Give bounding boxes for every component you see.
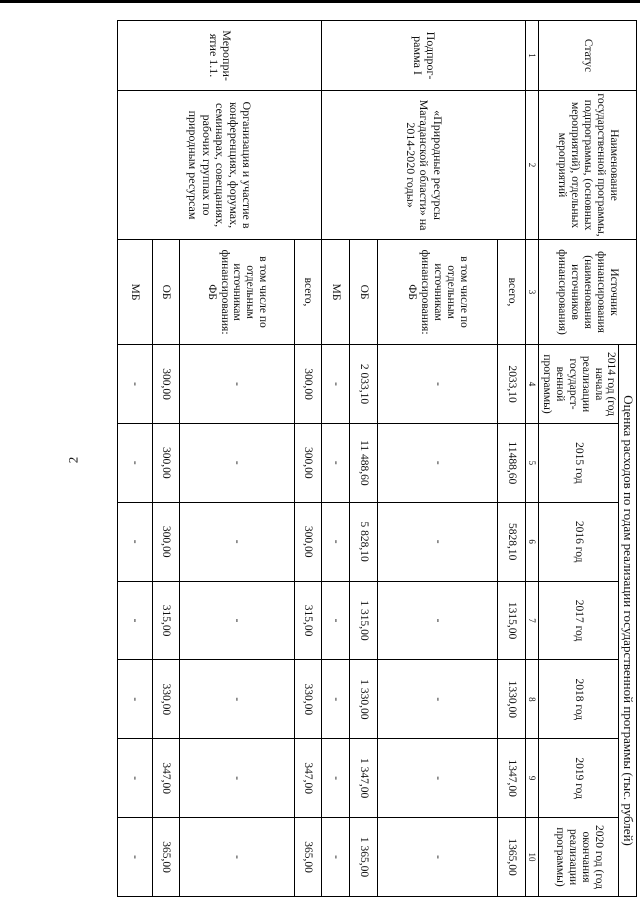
value-cell: 1330,00 — [497, 660, 525, 739]
value-cell: - — [378, 739, 498, 818]
col-number: 2 — [526, 91, 539, 240]
value-cell: - — [179, 818, 294, 897]
value-cell: 330,00 — [294, 660, 321, 739]
value-cell: - — [118, 818, 153, 897]
value-cell: 1 365,00 — [350, 818, 378, 897]
budget-table — [117, 20, 637, 897]
source-cell: в том числе по отдельным источникам финансирования: ФБ — [179, 240, 294, 345]
value-cell: - — [378, 502, 498, 581]
value-cell: 2 033,10 — [350, 345, 378, 424]
source-cell: ОБ — [350, 240, 378, 345]
value-cell: - — [118, 345, 153, 424]
value-cell: - — [378, 818, 498, 897]
page-number: 2 — [65, 456, 81, 464]
measure-1-1-group — [118, 21, 322, 897]
value-cell: - — [179, 423, 294, 502]
value-cell: - — [322, 660, 350, 739]
value-cell: 300,00 — [294, 345, 321, 424]
value-cell: - — [378, 660, 498, 739]
value-cell: 300,00 — [294, 502, 321, 581]
value-cell: - — [378, 345, 498, 424]
source-cell: ОБ — [152, 240, 179, 345]
value-cell: - — [179, 660, 294, 739]
value-cell: - — [118, 660, 153, 739]
header-year-2019: 2019 год — [539, 739, 619, 818]
col-number: 5 — [526, 423, 539, 502]
value-cell: 300,00 — [152, 423, 179, 502]
value-cell: 5 828,10 — [350, 502, 378, 581]
value-cell: 1 330,00 — [350, 660, 378, 739]
value-cell: 2033,10 — [497, 345, 525, 424]
value-cell: - — [378, 423, 498, 502]
col-number: 7 — [526, 581, 539, 660]
header-estimate-group: Оценка расходов по годам реализации государственной программы (тыс. рублей) — [619, 345, 637, 897]
value-cell: - — [118, 581, 153, 660]
header-year-2014: 2014 год (год начала реализации государст-венной программы) — [539, 345, 619, 424]
value-cell: - — [179, 502, 294, 581]
table-row — [497, 21, 525, 897]
column-number-row — [526, 21, 539, 897]
value-cell: 330,00 — [152, 660, 179, 739]
header-status: Статус — [539, 21, 637, 91]
value-cell: 11488,60 — [497, 423, 525, 502]
source-cell: в том числе по отдельным источникам финансирования: ФБ — [378, 240, 498, 345]
col-number: 1 — [526, 21, 539, 91]
value-cell: - — [118, 739, 153, 818]
value-cell: 1315,00 — [497, 581, 525, 660]
program-name-cell: «Природные ресурсы Магаданской области» на 2014-2020 годы» — [322, 91, 526, 240]
value-cell: 347,00 — [152, 739, 179, 818]
header-year-2016: 2016 год — [539, 502, 619, 581]
top-border-line — [0, 0, 640, 3]
value-cell: - — [322, 739, 350, 818]
value-cell: - — [118, 502, 153, 581]
value-cell: 300,00 — [152, 502, 179, 581]
source-cell: МБ — [322, 240, 350, 345]
col-number: 8 — [526, 660, 539, 739]
value-cell: - — [179, 739, 294, 818]
header-name: Наименование государственной программы, подпрограммы, (основных мероприятий), отдельных мероприятий — [539, 91, 637, 240]
value-cell: - — [322, 345, 350, 424]
header-source: Источник финансирования (наименования источников финансирования) — [539, 240, 637, 345]
value-cell: - — [179, 345, 294, 424]
source-cell: всего, — [497, 240, 525, 345]
rotated-page-content — [117, 20, 637, 897]
value-cell: 365,00 — [294, 818, 321, 897]
value-cell: 1 347,00 — [350, 739, 378, 818]
header-year-2017: 2017 год — [539, 581, 619, 660]
value-cell: 300,00 — [152, 345, 179, 424]
subprogram-1-group — [322, 21, 526, 897]
header-year-2018: 2018 год — [539, 660, 619, 739]
status-cell: Меропри-ятие 1.1. — [118, 21, 322, 91]
value-cell: 315,00 — [294, 581, 321, 660]
value-cell: - — [118, 423, 153, 502]
value-cell: 315,00 — [152, 581, 179, 660]
value-cell: 300,00 — [294, 423, 321, 502]
value-cell: 1347,00 — [497, 739, 525, 818]
col-number: 4 — [526, 345, 539, 424]
col-number: 6 — [526, 502, 539, 581]
value-cell: - — [378, 581, 498, 660]
header-year-2020: 2020 год (год окончания реализации программы) — [539, 818, 619, 897]
col-number: 9 — [526, 739, 539, 818]
status-cell: Подпрог-рамма I — [322, 21, 526, 91]
source-cell: всего, — [294, 240, 321, 345]
value-cell: - — [322, 502, 350, 581]
col-number: 3 — [526, 240, 539, 345]
table-row — [294, 21, 321, 897]
value-cell: - — [322, 818, 350, 897]
value-cell: 1365,00 — [497, 818, 525, 897]
program-name-cell: Организация и участие в конференциях, форумах, семинарах, совещаниях, рабочих группах по природным ресурсам — [118, 91, 322, 240]
header-year-2015: 2015 год — [539, 423, 619, 502]
value-cell: 365,00 — [152, 818, 179, 897]
value-cell: 347,00 — [294, 739, 321, 818]
source-cell: МБ — [118, 240, 153, 345]
value-cell: 1 315,00 — [350, 581, 378, 660]
value-cell: - — [322, 423, 350, 502]
col-number: 10 — [526, 818, 539, 897]
value-cell: - — [322, 581, 350, 660]
value-cell: - — [179, 581, 294, 660]
value-cell: 5828,10 — [497, 502, 525, 581]
value-cell: 11 488,60 — [350, 423, 378, 502]
